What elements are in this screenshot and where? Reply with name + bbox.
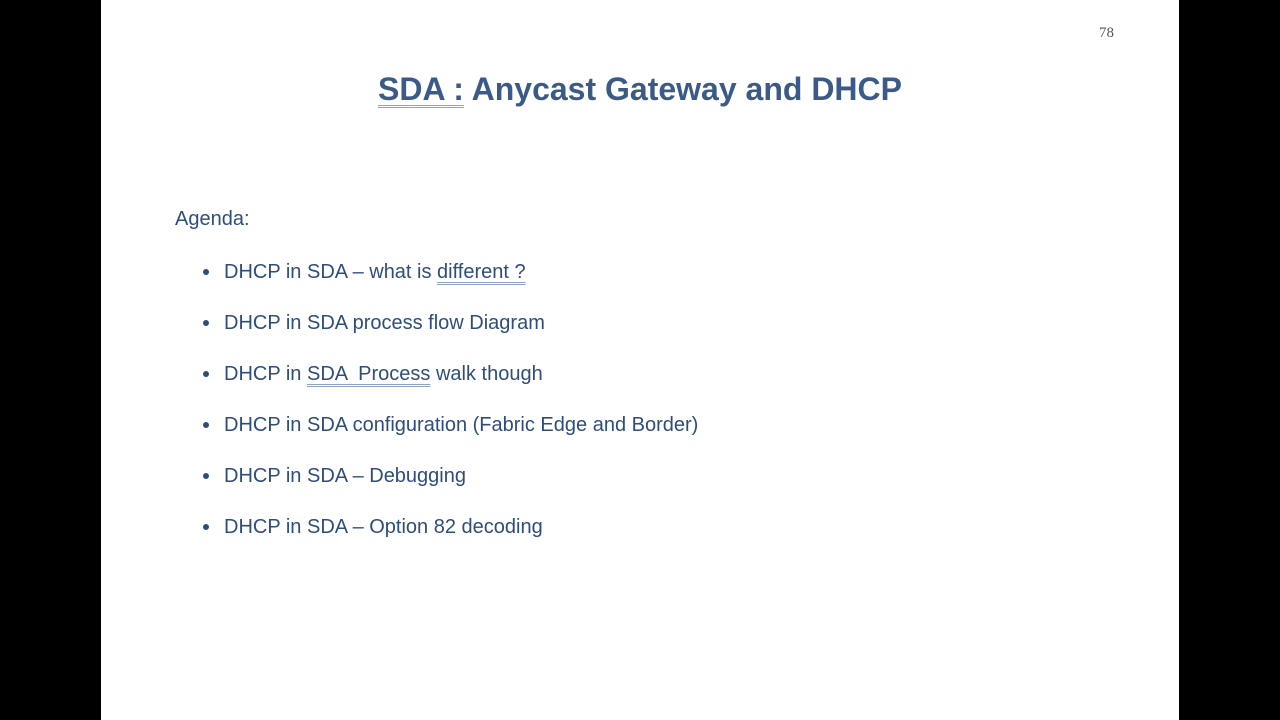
bullet-icon <box>203 320 209 326</box>
agenda-item <box>199 309 698 360</box>
bullet-icon <box>203 524 209 530</box>
agenda-item-text: DHCP in SDA – Option 82 decoding <box>224 516 543 538</box>
agenda-list <box>199 258 698 564</box>
bullet-icon <box>203 371 209 377</box>
bullet-icon <box>203 269 209 275</box>
agenda-item-text: DHCP in <box>224 363 307 385</box>
title-rest: Anycast Gateway and DHCP <box>471 71 902 107</box>
page-title <box>101 71 1179 108</box>
agenda-item-text: DHCP in SDA process flow Diagram <box>224 312 545 334</box>
agenda-item <box>199 513 698 564</box>
agenda-label: Agenda: <box>175 208 250 230</box>
agenda-item <box>199 411 698 462</box>
agenda-item <box>199 258 698 309</box>
agenda-item-text: DHCP in SDA – what is <box>224 261 438 283</box>
title-underlined-part: SDA : <box>378 71 464 107</box>
agenda-item-text: DHCP in SDA – Debugging <box>224 465 466 487</box>
agenda-item-underlined-text: SDA Process <box>307 363 431 385</box>
agenda-item-text-end: walk though <box>430 363 543 385</box>
agenda-item-text: DHCP in SDA configuration (Fabric Edge and Border) <box>224 414 699 436</box>
agenda-item <box>199 360 698 411</box>
agenda-item-underlined-text: different ? <box>437 261 526 283</box>
bullet-icon <box>203 473 209 479</box>
agenda-item <box>199 462 698 513</box>
bullet-icon <box>203 422 209 428</box>
page-number: 78 <box>1099 25 1114 41</box>
document-page <box>101 0 1179 720</box>
